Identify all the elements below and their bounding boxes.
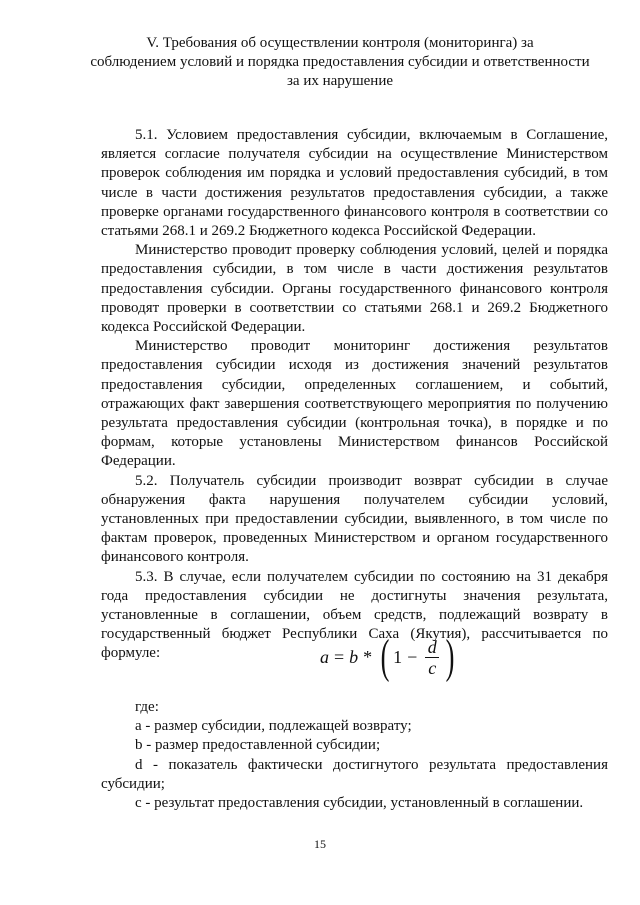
page-number: 15 [314,837,326,851]
definition-a: а - размер субсидии, подлежащей возврату; [135,718,412,735]
formula-minus: − [407,646,418,667]
formula-close-paren: ) [445,630,455,683]
section-heading-line: соблюдением условий и порядка предоставления субсидии и ответственности [90,54,590,70]
formula-multiply: * [363,646,373,667]
definitions-where: где: [135,699,159,715]
paragraph-5-3: 5.3. В случае, если получателем субсидии по состоянию на 31 декабря года предоставления субсидии не достигнуты значения результата, установленные в соглашении, объем средств, подлежащий возврату в государственный бюджет Республики Саха (Якутия), рассчитывается по формуле: [101,568,608,662]
return-formula [320,632,458,682]
paragraph-ministry-check: Министерство проводит проверку соблюдения условий, целей и порядка предоставления субсидии, в том числе в части достижения результатов предоставления субсидии. Органы государственного финансового контроля проводят проверки в соответствии со статьями 268.1 и 269.2 Бюджетного кодекса Российской Федерации. [101,242,608,336]
paragraph-5-1: 5.1. Условием предоставления субсидии, включаемым в Соглашение, является согласие получателя субсидии на осуществление Министерством проверок соблюдения им порядка и условий предоставления субсидий, в том числе в части достижения результатов предоставления субсидии, а также проверке органами государственного финансового контроля в соответствии со статьями 268.1 и 269.2 Бюджетного кодекса Российской Федерации. [101,127,608,240]
definition-b: b - размер предоставленной субсидии; [135,737,381,754]
paragraph-ministry-monitoring: Министерство проводит мониторинг достижения результатов предоставления субсидии исходя из достижения значений результатов предоставления субсидии, определенных соглашением, и событий, отражающих факт завершения соответствующего мероприятия по получению результата предоставления субсидии (контрольная точка), в порядке и по формам, которые установлены Министерством финансов Российской Федерации. [101,338,608,470]
formula-open-paren: ( [380,630,390,683]
definition-d: d - показатель фактически достигнутого результата предоставления субсидии; [101,756,608,792]
formula-definitions [101,698,608,813]
body-text [101,126,608,664]
formula-one: 1 [393,646,403,667]
formula-fraction [425,637,439,678]
formula-denominator: c [428,657,437,678]
formula-variable-a: a [320,646,329,667]
paragraph-5-2: 5.2. Получатель субсидии производит возврат субсидии в случае обнаружения факта нарушения получателем субсидии условий, установленных при предоставлении субсидии, выявленного, в том числе по фактам проверок, проведенных Министерством и органом государственного финансового контроля. [101,472,608,566]
section-heading-line: V. Требования об осуществлении контроля (мониторинга) за [146,35,534,51]
section-heading-line: за их нарушение [286,73,394,89]
definition-c: с - результат предоставления субсидии, установленный в соглашении. [135,795,584,812]
formula-numerator: d [427,636,437,657]
formula-equals: = [334,646,345,667]
formula-variable-b: b [349,646,359,667]
section-heading [90,34,590,91]
